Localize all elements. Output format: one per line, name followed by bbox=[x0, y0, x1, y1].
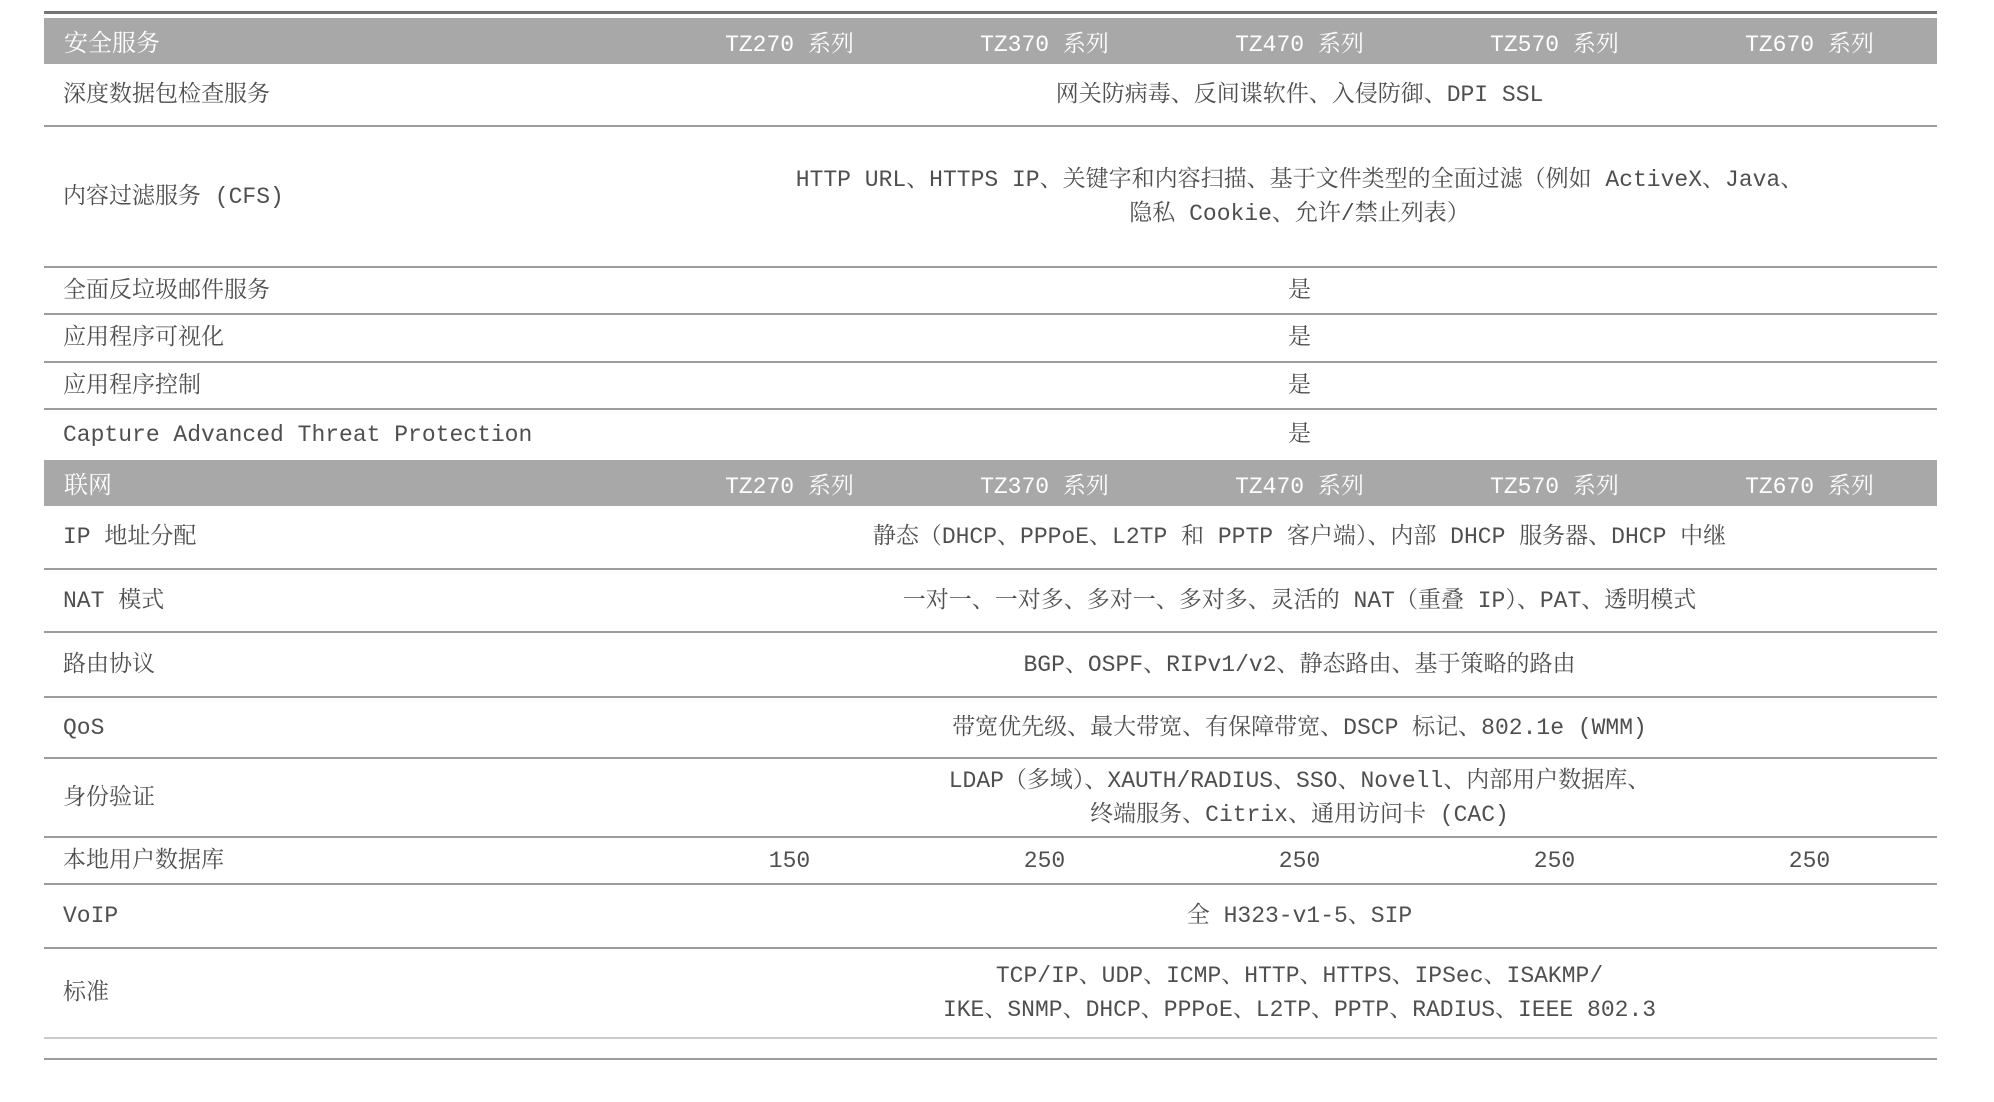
spec-row-qos bbox=[44, 698, 1937, 759]
spec-row-voip bbox=[44, 885, 1937, 949]
row-value: 带宽优先级、最大带宽、有保障带宽、DSCP 标记、802.1e (WMM) bbox=[952, 714, 1647, 741]
row-value-tz670: 250 bbox=[1788, 847, 1831, 874]
row-value-line-2: 隐私 Cookie、允许/禁止列表） bbox=[1129, 200, 1470, 227]
row-value-line-1: TCP/IP、UDP、ICMP、HTTP、HTTPS、IPSec、ISAKMP/ bbox=[995, 963, 1604, 989]
column-header-tz570: TZ570 系列 bbox=[1490, 473, 1619, 500]
spec-row-content-filtering bbox=[44, 127, 1937, 268]
row-label: NAT 模式 bbox=[63, 587, 165, 614]
row-label: 内容过滤服务 (CFS) bbox=[63, 183, 284, 210]
spec-row-standards bbox=[44, 949, 1937, 1039]
spec-row-capture-atp bbox=[44, 410, 1937, 460]
row-value: BGP、OSPF、RIPv1/v2、静态路由、基于策略的路由 bbox=[1023, 651, 1576, 678]
row-value bbox=[662, 959, 1937, 1027]
row-label: 全面反垃圾邮件服务 bbox=[63, 277, 270, 304]
column-header-tz570: TZ570 系列 bbox=[1490, 31, 1619, 58]
spec-row-app-control bbox=[44, 363, 1937, 410]
spec-row-authentication bbox=[44, 759, 1937, 838]
bottom-rule bbox=[44, 1039, 1937, 1060]
row-label: QoS bbox=[63, 714, 105, 741]
row-value-line-1: LDAP（多域）、XAUTH/RADIUS、SSO、Novell、内部用户数据库、 bbox=[948, 767, 1651, 794]
column-header-tz370: TZ370 系列 bbox=[980, 31, 1109, 58]
row-value-tz470: 250 bbox=[1278, 847, 1321, 874]
row-label: 身份验证 bbox=[63, 784, 155, 811]
spec-row-routing-protocols bbox=[44, 633, 1937, 698]
row-value bbox=[662, 764, 1937, 832]
row-label: Capture Advanced Threat Protection bbox=[63, 422, 533, 448]
row-value-line-1: HTTP URL、HTTPS IP、关键字和内容扫描、基于文件类型的全面过滤（例如 ActiveX、Java、 bbox=[795, 166, 1804, 193]
column-header-tz370: TZ370 系列 bbox=[980, 473, 1109, 500]
section-title: 联网 bbox=[64, 474, 112, 501]
row-value-tz370: 250 bbox=[1023, 847, 1066, 874]
row-value-line-2: IKE、SNMP、DHCP、PPPoE、L2TP、PPTP、RADIUS、IEEE 802.3 bbox=[942, 997, 1657, 1023]
row-value bbox=[662, 163, 1937, 231]
row-label: 路由协议 bbox=[63, 651, 155, 678]
row-value: 是 bbox=[1288, 277, 1311, 304]
row-label: 应用程序控制 bbox=[63, 372, 201, 399]
row-value-tz570: 250 bbox=[1533, 847, 1576, 874]
spec-row-nat-modes bbox=[44, 570, 1937, 633]
row-label: 本地用户数据库 bbox=[63, 847, 224, 874]
row-value: 网关防病毒、反间谍软件、入侵防御、DPI SSL bbox=[1055, 81, 1544, 108]
row-value: 静态（DHCP、PPPoE、L2TP 和 PPTP 客户端）、内部 DHCP 服务器、DHCP 中继 bbox=[872, 524, 1727, 550]
column-header-tz670: TZ670 系列 bbox=[1745, 31, 1874, 58]
column-header-tz270: TZ270 系列 bbox=[725, 473, 854, 500]
spec-row-app-visualization bbox=[44, 315, 1937, 363]
row-label: 应用程序可视化 bbox=[63, 325, 224, 351]
spec-row-ip-assignment bbox=[44, 506, 1937, 570]
row-label: 标准 bbox=[63, 980, 109, 1006]
row-value-line-2: 终端服务、Citrix、通用访问卡 (CAC) bbox=[1090, 801, 1509, 828]
row-label: 深度数据包检查服务 bbox=[63, 81, 270, 108]
row-value: 全 H323-v1-5、SIP bbox=[1186, 903, 1413, 929]
top-rule bbox=[44, 11, 1937, 14]
row-label: VoIP bbox=[63, 903, 119, 929]
section-header-networking bbox=[44, 460, 1937, 506]
row-label: IP 地址分配 bbox=[63, 524, 197, 550]
column-header-tz270: TZ270 系列 bbox=[725, 31, 854, 58]
spec-row-local-user-database bbox=[44, 838, 1937, 885]
row-value: 是 bbox=[1288, 325, 1311, 351]
spec-row-deep-packet-inspection bbox=[44, 64, 1937, 127]
row-value: 一对一、一对多、多对一、多对多、灵活的 NAT（重叠 IP）、PAT、透明模式 bbox=[902, 587, 1697, 614]
column-header-tz470: TZ470 系列 bbox=[1235, 473, 1364, 500]
row-value: 是 bbox=[1288, 422, 1311, 448]
row-value: 是 bbox=[1288, 372, 1311, 399]
spec-table bbox=[44, 11, 1937, 1060]
column-header-tz670: TZ670 系列 bbox=[1745, 473, 1874, 500]
section-header-security-services bbox=[44, 18, 1937, 64]
spec-row-anti-spam bbox=[44, 268, 1937, 315]
column-header-tz470: TZ470 系列 bbox=[1235, 31, 1364, 58]
row-value-tz270: 150 bbox=[768, 847, 811, 874]
section-title: 安全服务 bbox=[64, 32, 160, 59]
